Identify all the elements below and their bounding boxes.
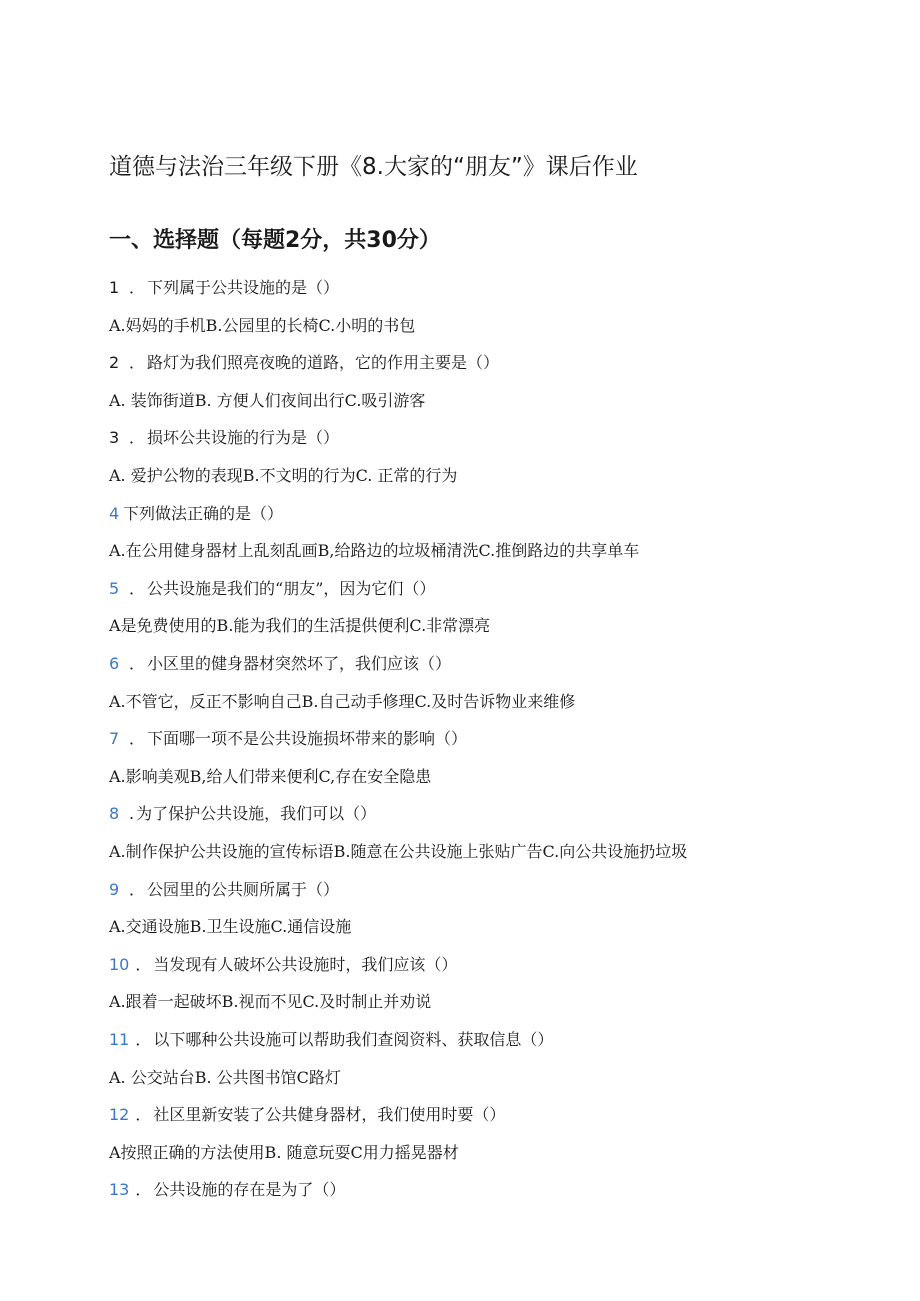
question-6-options: A.不管它，反正不影响自己B.自己动手修理C.及时告诉物业来维修 xyxy=(109,692,576,711)
question-separator: ． xyxy=(129,880,146,899)
question-number: 11 xyxy=(109,1030,130,1049)
question-11 xyxy=(109,1030,553,1050)
question-8-options: A.制作保护公共设施的宣传标语B.随意在公共设施上张贴广告C.向公共设施扔垃圾 xyxy=(109,842,688,861)
question-number: 3 xyxy=(109,428,120,447)
question-7-options: A.影响美观B,给人们带来便利C,存在安全隐患 xyxy=(109,767,432,786)
question-text: 下面哪一项不是公共设施损坏带来的影响（） xyxy=(147,729,468,748)
question-text: 损坏公共设施的行为是（） xyxy=(147,428,340,447)
question-separator: ． xyxy=(129,428,146,447)
question-number: 9 xyxy=(109,880,120,899)
question-separator: ． xyxy=(129,729,146,748)
question-5 xyxy=(109,579,435,599)
question-separator: ． xyxy=(129,654,146,673)
question-7 xyxy=(109,729,467,749)
question-separator: ． xyxy=(135,1180,152,1199)
question-number: 2 xyxy=(109,353,120,372)
question-text: 公共设施的存在是为了（） xyxy=(153,1180,346,1199)
question-separator: ． xyxy=(135,1030,152,1049)
question-text: 为了保护公共设施，我们可以（） xyxy=(136,804,377,823)
question-number: 4 xyxy=(109,504,120,523)
question-number: 6 xyxy=(109,654,120,673)
question-number: 8 xyxy=(109,804,120,823)
question-13 xyxy=(109,1180,345,1200)
question-number: 10 xyxy=(109,955,130,974)
question-text: 以下哪种公共设施可以帮助我们查阅资料、获取信息（） xyxy=(153,1030,554,1049)
question-separator: . xyxy=(129,804,135,823)
section-heading: 一、选择题（每题2分，共30分） xyxy=(109,228,441,253)
question-number: 12 xyxy=(109,1105,130,1124)
question-9 xyxy=(109,880,339,900)
question-1 xyxy=(109,278,339,298)
question-number: 1 xyxy=(109,278,120,297)
question-separator: ． xyxy=(129,278,146,297)
question-text: 公园里的公共厕所属于（） xyxy=(147,880,340,899)
question-12-options: A按照正确的方法使用B. 随意玩耍C用力摇晃器材 xyxy=(109,1143,459,1162)
question-number: 13 xyxy=(109,1180,130,1199)
question-separator: ． xyxy=(135,955,152,974)
question-2 xyxy=(109,353,499,373)
question-1-options: A.妈妈的手机B.公园里的长椅C.小明的书包 xyxy=(109,316,416,335)
question-9-options: A.交通设施B.卫生设施C.通信设施 xyxy=(109,917,352,936)
question-3-options: A. 爱护公物的表现B.不文明的行为C. 正常的行为 xyxy=(109,466,458,485)
question-10-options: A.跟着一起破坏B.视而不见C.及时制止并劝说 xyxy=(109,992,432,1011)
question-12 xyxy=(109,1105,505,1125)
document-title: 道德与法治三年级下册《8.大家的“朋友”》课后作业 xyxy=(109,154,638,180)
question-text: 社区里新安装了公共健身器材，我们使用时要（） xyxy=(153,1105,506,1124)
question-10 xyxy=(109,955,457,975)
question-3 xyxy=(109,428,339,448)
question-text: 路灯为我们照亮夜晚的道路，它的作用主要是（） xyxy=(147,353,500,372)
question-8 xyxy=(109,804,376,824)
question-text: 下列做法正确的是（） xyxy=(123,504,284,523)
question-separator: ． xyxy=(129,353,146,372)
question-4 xyxy=(109,504,283,524)
question-text: 小区里的健身器材突然坏了，我们应该（） xyxy=(147,654,452,673)
question-separator: ． xyxy=(135,1105,152,1124)
question-text: 当发现有人破坏公共设施时，我们应该（） xyxy=(153,955,458,974)
question-text: 下列属于公共设施的是（） xyxy=(147,278,340,297)
question-number: 5 xyxy=(109,579,120,598)
question-11-options: A. 公交站台B. 公共图书馆C路灯 xyxy=(109,1068,341,1087)
question-5-options: A是免费使用的B.能为我们的生活提供便利C.非常漂亮 xyxy=(109,616,491,635)
question-2-options: A. 装饰街道B. 方便人们夜间出行C.吸引游客 xyxy=(109,391,426,410)
question-6 xyxy=(109,654,451,674)
question-4-options: A.在公用健身器材上乱刻乱画B,给路边的垃圾桶清洗C.推倒路边的共享单车 xyxy=(109,541,640,560)
question-number: 7 xyxy=(109,729,120,748)
question-separator: ． xyxy=(129,579,146,598)
question-text: 公共设施是我们的“朋友”，因为它们（） xyxy=(147,579,436,598)
